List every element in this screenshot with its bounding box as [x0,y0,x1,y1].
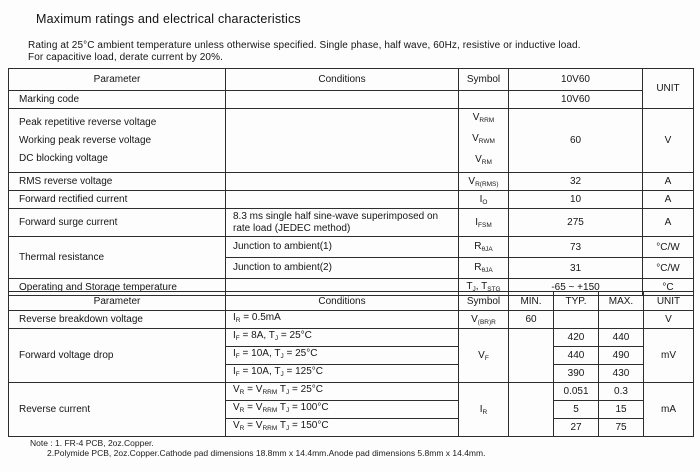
col-header-symbol: Symbol [459,69,509,91]
cell-typ: 420 [554,329,599,347]
cell-conditions: $I_R = 0.5mA$ [226,311,459,329]
row-reverse-voltages [9,109,694,173]
row-reverse-current-1 [9,383,694,401]
symbol-line-3: $V_{RM}$ [475,154,492,166]
cell-unit: V [643,109,694,173]
cell-max: 0.3 [599,383,644,401]
page-title: Maximum ratings and electrical characteristics [36,12,301,26]
cell-min: 60 [509,311,554,329]
cell-symbol: $V_F$ [459,329,509,383]
footnote [30,438,485,458]
col-header-parameter: Parameter [9,69,226,91]
cell-symbol [459,109,509,173]
cell-value: 275 [509,209,643,237]
col-header-conditions: Conditions [226,292,459,311]
cell-parameter: Marking code [9,91,226,109]
footnote-line-2: 2.Polymide PCB, 2oz.Copper.Cathode pad dimensions 18.8mm x 14.4mm.Anode pad dimensions 5.8mm x 14.4mm. [47,448,486,458]
col-header-unit: UNIT [643,69,694,109]
cell-typ [554,311,599,329]
cell-unit: mV [644,329,694,383]
col-header-parameter: Parameter [9,292,226,311]
cell-conditions: Junction to ambient(2) [226,258,459,279]
col-header-symbol: Symbol [459,292,509,311]
cell-conditions: 8.3 ms single half sine-wave superimposed on rate load (JEDEC method) [226,209,459,237]
cell-value: 73 [509,237,643,258]
cell-conditions [226,173,459,191]
cell-parameter: Forward rectified current [9,191,226,209]
cell-conditions [226,91,459,109]
cell-symbol: $T_J$, $T_{STG}$ [459,279,509,296]
cell-unit: °C [643,279,694,296]
row-marking-code [9,91,694,109]
row-forward-surge-current [9,209,694,237]
cell-typ: 390 [554,365,599,383]
cell-typ: 0.051 [554,383,599,401]
col-header-max: MAX. [599,292,644,311]
footnote-line-1: Note : 1. FR-4 PCB, 2oz.Copper. [30,438,154,448]
cell-unit: A [643,191,694,209]
cell-symbol [459,91,509,109]
cell-max: 430 [599,365,644,383]
col-header-conditions: Conditions [226,69,459,91]
cell-symbol: $V_{R(RMS)}$ [459,173,509,191]
cell-conditions: $V_R = V_{RRM}$ $T_J = 25^\circ C$ [226,383,459,401]
cell-value: -65 ~ +150 [509,279,643,296]
elec-header-row [9,292,694,311]
cell-unit: °C/W [643,258,694,279]
intro-text [28,40,581,63]
cell-value: 10 [509,191,643,209]
cell-max [599,311,644,329]
param-line-3: DC blocking voltage [19,152,108,164]
row-reverse-breakdown-voltage [9,311,694,329]
cell-typ: 440 [554,347,599,365]
cell-parameter: RMS reverse voltage [9,173,226,191]
cell-unit: °C/W [643,237,694,258]
cell-symbol: $I_O$ [459,191,509,209]
cell-parameter: Reverse current [9,383,226,437]
cell-symbol: $R_{\theta JA}$ [459,237,509,258]
cell-typ: 5 [554,401,599,419]
col-header-device: 10V60 [509,69,643,91]
cell-max: 490 [599,347,644,365]
cell-min [509,329,554,383]
cell-unit: A [643,209,694,237]
param-line-1: Peak repetitive reverse voltage [19,116,157,128]
cell-value: 60 [509,109,643,173]
cell-symbol: $I_R$ [459,383,509,437]
cell-conditions: $I_F = 10A$, $T_J = 25^\circ C$ [226,347,459,365]
param-line-2: Working peak reverse voltage [19,134,152,146]
cell-parameter: Thermal resistance [9,237,226,279]
cell-value: 10V60 [509,91,643,109]
cell-max: 440 [599,329,644,347]
symbol-line-2: $V_{RWM}$ [472,133,495,145]
cell-conditions [226,109,459,173]
col-header-unit: UNIT [644,292,694,311]
cell-parameter: Reverse breakdown voltage [9,311,226,329]
col-header-typ: TYP. [554,292,599,311]
row-forward-rectified-current [9,191,694,209]
cell-conditions: Junction to ambient(1) [226,237,459,258]
cell-typ: 27 [554,419,599,437]
cell-parameter: Operating and Storage temperature [9,279,226,296]
cell-parameter: Forward voltage drop [9,329,226,383]
intro-line-2: For capacitive load, derate current by 20%. [28,51,223,63]
cell-symbol: $R_{\theta JA}$ [459,258,509,279]
cell-value: 31 [509,258,643,279]
cell-conditions: $I_F = 8A$, $T_J = 25^\circ C$ [226,329,459,347]
electrical-characteristics-table [8,291,694,437]
cell-max: 15 [599,401,644,419]
row-rms-reverse-voltage [9,173,694,191]
cell-conditions [226,191,459,209]
cell-parameter: Forward surge current [9,209,226,237]
cell-conditions: $V_R = V_{RRM}$ $T_J = 100^\circ C$ [226,401,459,419]
ratings-header-row [9,69,694,91]
cell-conditions: $I_F = 10A$, $T_J = 125^\circ C$ [226,365,459,383]
maximum-ratings-table [8,68,694,296]
row-forward-voltage-drop-1 [9,329,694,347]
cell-parameter [9,109,226,173]
intro-line-1: Rating at 25°C ambient temperature unless otherwise specified. Single phase, half wave, 60Hz, resistive or inductive load. [28,40,581,51]
cell-unit: V [644,311,694,329]
cell-unit: mA [644,383,694,437]
col-header-min: MIN. [509,292,554,311]
cell-min [509,383,554,437]
cell-conditions: $V_R = V_{RRM}$ $T_J = 150^\circ C$ [226,419,459,437]
cell-unit: A [643,173,694,191]
cell-symbol: $V_{(BR)R}$ [459,311,509,329]
symbol-line-1: $V_{RRM}$ [472,112,495,124]
row-thermal-resistance-1 [9,237,694,258]
cell-symbol: $I_{FSM}$ [459,209,509,237]
cell-max: 75 [599,419,644,437]
cell-value: 32 [509,173,643,191]
